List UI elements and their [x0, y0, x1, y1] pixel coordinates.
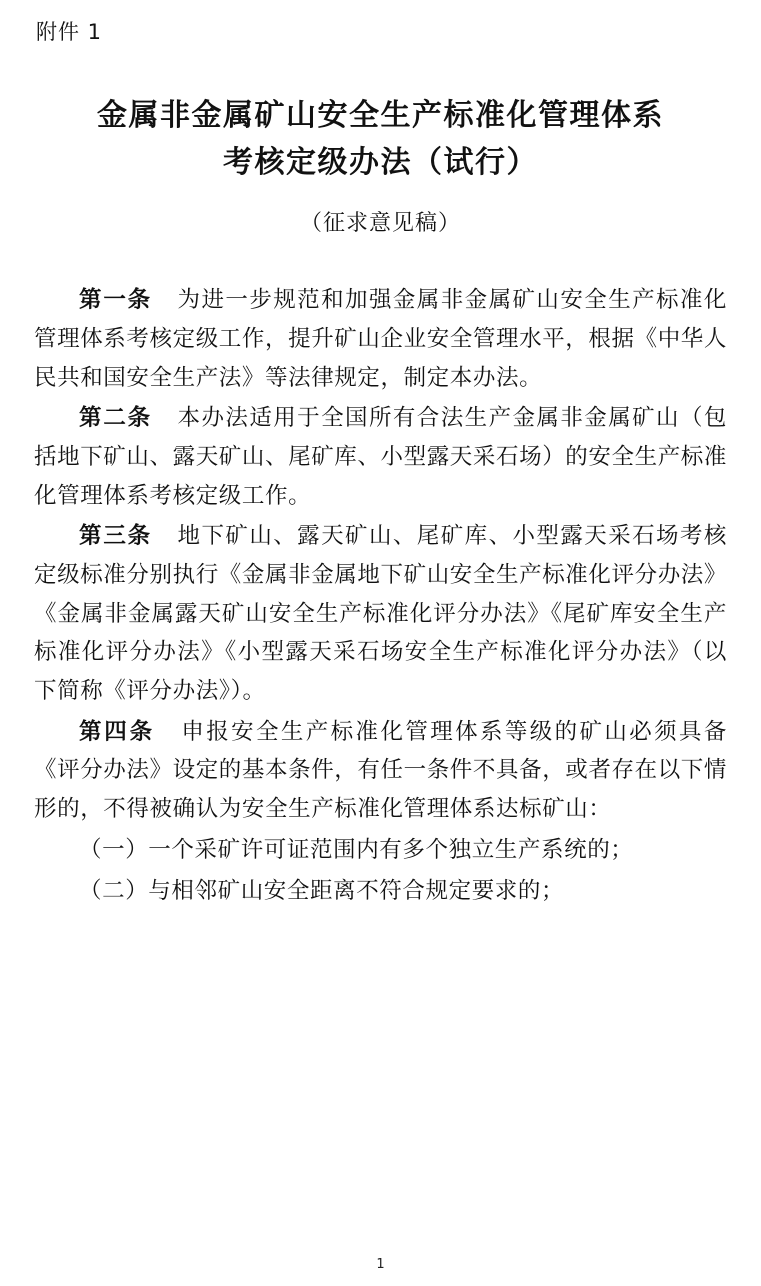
article-number: 第一条	[79, 287, 152, 314]
paragraph-text: （一）一个采矿许可证范围内有多个独立生产系统的；	[79, 836, 634, 863]
page-subtitle: （征求意见稿）	[299, 211, 461, 237]
attachment-label: 附件 1	[36, 20, 103, 44]
list-item	[34, 872, 727, 911]
page-title-line-1: 金属非金属矿山安全生产标准化管理体系	[97, 98, 664, 134]
paragraph-text: 为进一步规范和加强金属非金属矿山安全生产标准化管理体系考核定级工作，提升矿山企业安全管理水平，根据《中华人民共和国安全生产法》等法律规定，制定本办法。	[34, 287, 728, 391]
page-number: 1	[376, 1257, 385, 1272]
paragraph-text: 地下矿山、露天矿山、尾矿库、小型露天采石场考核定级标准分别执行《金属非金属地下矿山安全生产标准化评分办法》《金属非金属露天矿山安全生产标准化评分办法》《尾矿库安全生产标准化评分办法》《小型露天采石场安全生产标准化评分办法》（以下简称《评分办法》）。	[34, 523, 728, 705]
article-number: 第三条	[79, 523, 152, 550]
document-body	[34, 281, 727, 910]
paragraph-text: （二）与相邻矿山安全距离不符合规定要求的；	[79, 877, 565, 904]
list-item	[34, 831, 727, 870]
paragraph	[34, 399, 727, 515]
paragraph	[34, 713, 727, 829]
title-block	[34, 93, 727, 237]
paragraph	[34, 281, 727, 397]
article-number: 第四条	[79, 718, 155, 745]
paragraph-text: 申报安全生产标准化管理体系等级的矿山必须具备《评分办法》设定的基本条件，有任一条件不具备，或者存在以下情形的，不得被确认为安全生产标准化管理体系达标矿山：	[34, 718, 728, 823]
page-title-line-2: 考核定级办法（试行）	[223, 144, 538, 180]
paragraph	[34, 517, 727, 710]
paragraph-text: 本办法适用于全国所有合法生产金属非金属矿山（包括地下矿山、露天矿山、尾矿库、小型露天采石场）的安全生产标准化管理体系考核定级工作。	[34, 405, 728, 509]
article-number: 第二条	[79, 405, 152, 432]
